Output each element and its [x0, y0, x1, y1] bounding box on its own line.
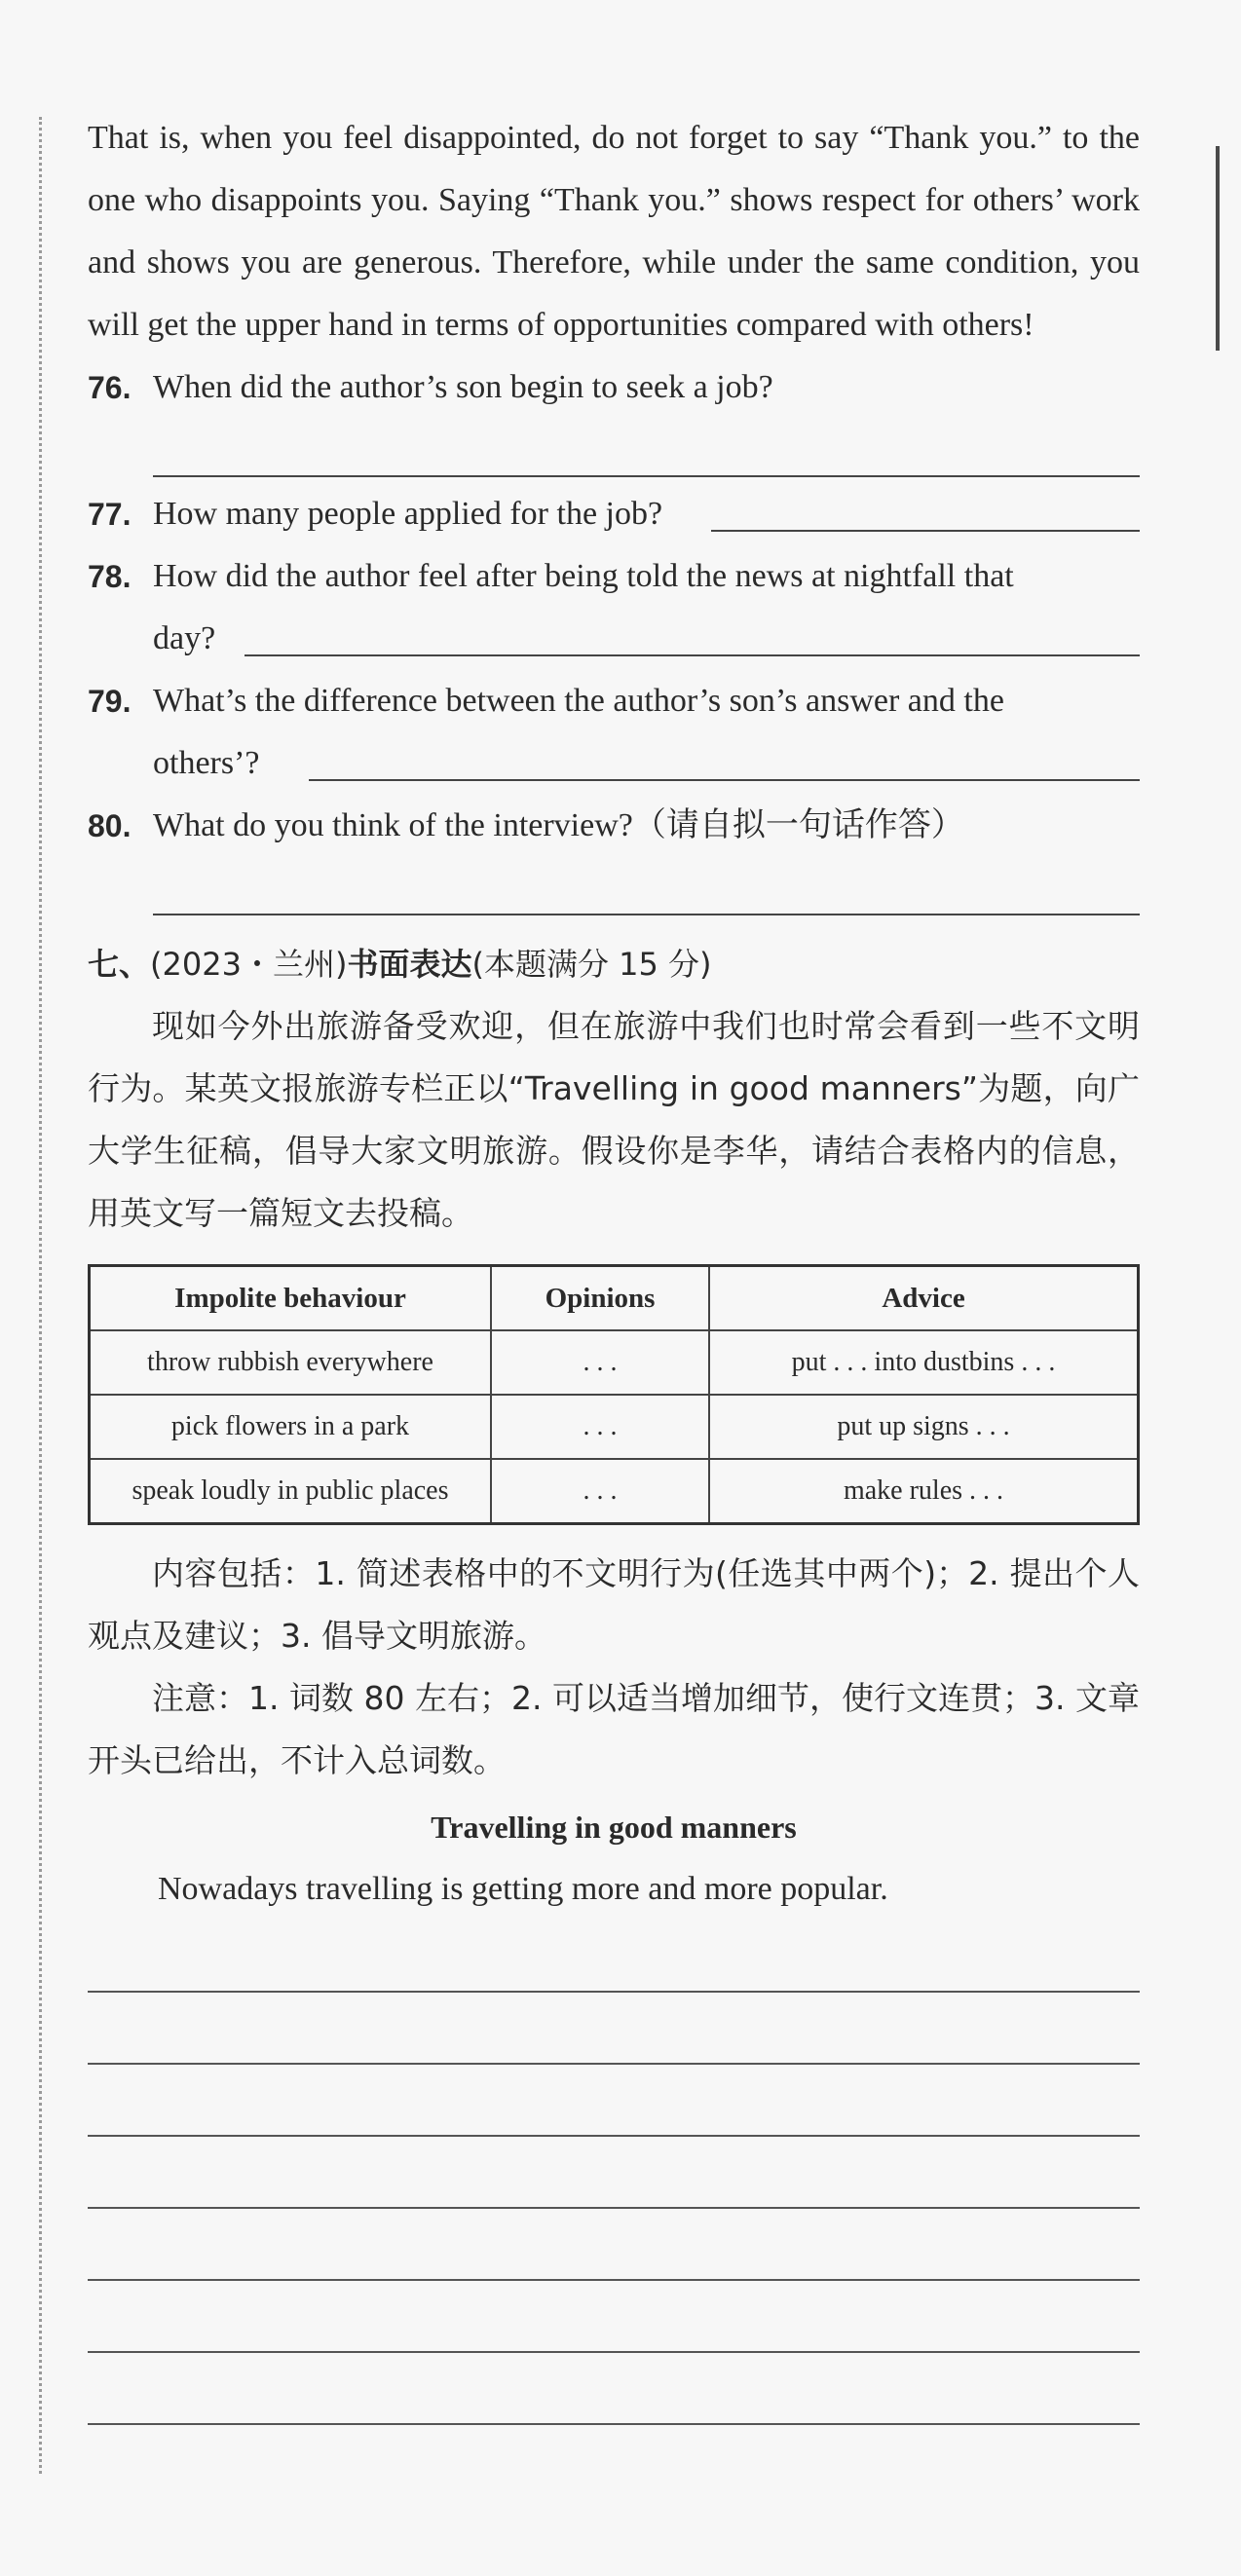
question-number: 77.	[88, 497, 132, 532]
question-76	[88, 356, 1140, 419]
section-number: 七、	[88, 946, 151, 983]
answer-line-79[interactable]	[309, 778, 1140, 781]
section-heading	[88, 933, 1140, 995]
page-edge-mark	[1216, 146, 1220, 351]
writing-line[interactable]	[88, 2209, 1140, 2281]
question-78-continued	[88, 608, 1140, 670]
binding-margin-rule	[39, 117, 42, 2474]
writing-area[interactable]	[88, 1921, 1140, 2425]
question-text: How many people applied for the job?	[153, 496, 663, 532]
answer-line-77[interactable]	[711, 529, 1140, 532]
table-cell: make rules . . .	[709, 1459, 1139, 1524]
table-cell: put . . . into dustbins . . .	[709, 1330, 1139, 1395]
table-row	[90, 1395, 1139, 1459]
writing-line[interactable]	[88, 2281, 1140, 2353]
writing-line[interactable]	[88, 1921, 1140, 1993]
question-78	[88, 545, 1140, 608]
question-number: 78.	[88, 559, 132, 594]
writing-line[interactable]	[88, 1993, 1140, 2065]
task-intro: 现如今外出旅游备受欢迎，但在旅游中我们也时常会看到一些不文明行为。某英文报旅游专栏正以“Travelling in good manners”为题，向广大学生征稿，倡导大家文明旅游。假设你是李华，请结合表格内的信息，用英文写一篇短文去投稿。	[88, 1007, 1140, 1232]
question-text: When did the author’s son begin to seek a job?	[153, 369, 773, 405]
answer-line-76[interactable]	[153, 419, 1140, 477]
question-text: day?	[153, 620, 216, 656]
question-number: 76.	[88, 370, 132, 405]
content-requirements: 内容包括：1. 简述表格中的不文明行为(任选其中两个)；2. 提出个人观点及建议；3. 倡导文明旅游。	[88, 1554, 1140, 1655]
writing-line[interactable]	[88, 2353, 1140, 2425]
info-table	[88, 1264, 1140, 1525]
table-cell: put up signs . . .	[709, 1395, 1139, 1459]
table-cell: throw rubbish everywhere	[90, 1330, 492, 1395]
question-79-continued	[88, 732, 1140, 795]
writing-line[interactable]	[88, 2137, 1140, 2209]
table-header: Advice	[709, 1266, 1139, 1331]
section-score: (本题满分 15 分)	[471, 946, 712, 983]
question-number: 80.	[88, 808, 132, 843]
essay-title: Travelling in good manners	[431, 1810, 797, 1845]
table-header-row	[90, 1266, 1139, 1331]
question-80	[88, 795, 1140, 857]
table-row	[90, 1459, 1139, 1524]
table-header: Opinions	[491, 1266, 709, 1331]
question-number: 79.	[88, 684, 132, 719]
writing-line[interactable]	[88, 2065, 1140, 2137]
answer-line-80[interactable]	[153, 857, 1140, 915]
essay-opening: Nowadays travelling is getting more and more popular.	[158, 1871, 888, 1907]
question-text: What do you think of the interview?（请自拟一句话作答）	[153, 807, 964, 843]
question-text: What’s the difference between the author’s son’s answer and the	[153, 683, 1004, 719]
question-text: others’?	[153, 745, 260, 781]
question-79	[88, 670, 1140, 732]
worksheet-content	[88, 107, 1140, 2425]
table-cell: . . .	[491, 1330, 709, 1395]
section-source: (2023・兰州)	[150, 946, 348, 983]
table-header: Impolite behaviour	[90, 1266, 492, 1331]
table-cell: speak loudly in public places	[90, 1459, 492, 1524]
table-cell: . . .	[491, 1395, 709, 1459]
passage-ending: That is, when you feel disappointed, do not forget to say “Thank you.” to the one who disappoints you. Saying “Thank you.” shows respect for others’ work and shows you are generous. Therefore, while under the same condition, you will get the upper hand in terms of opportunities compared with others!	[88, 120, 1140, 343]
section-title: 书面表达	[347, 946, 472, 983]
attention-notes: 注意：1. 词数 80 左右；2. 可以适当增加细节，使行文连贯；3. 文章开头已给出，不计入总词数。	[88, 1679, 1140, 1779]
table-cell: . . .	[491, 1459, 709, 1524]
table-cell: pick flowers in a park	[90, 1395, 492, 1459]
answer-line-78[interactable]	[244, 653, 1140, 656]
question-77	[88, 483, 1140, 545]
table-row	[90, 1330, 1139, 1395]
question-text: How did the author feel after being told the news at nightfall that	[153, 558, 1014, 594]
